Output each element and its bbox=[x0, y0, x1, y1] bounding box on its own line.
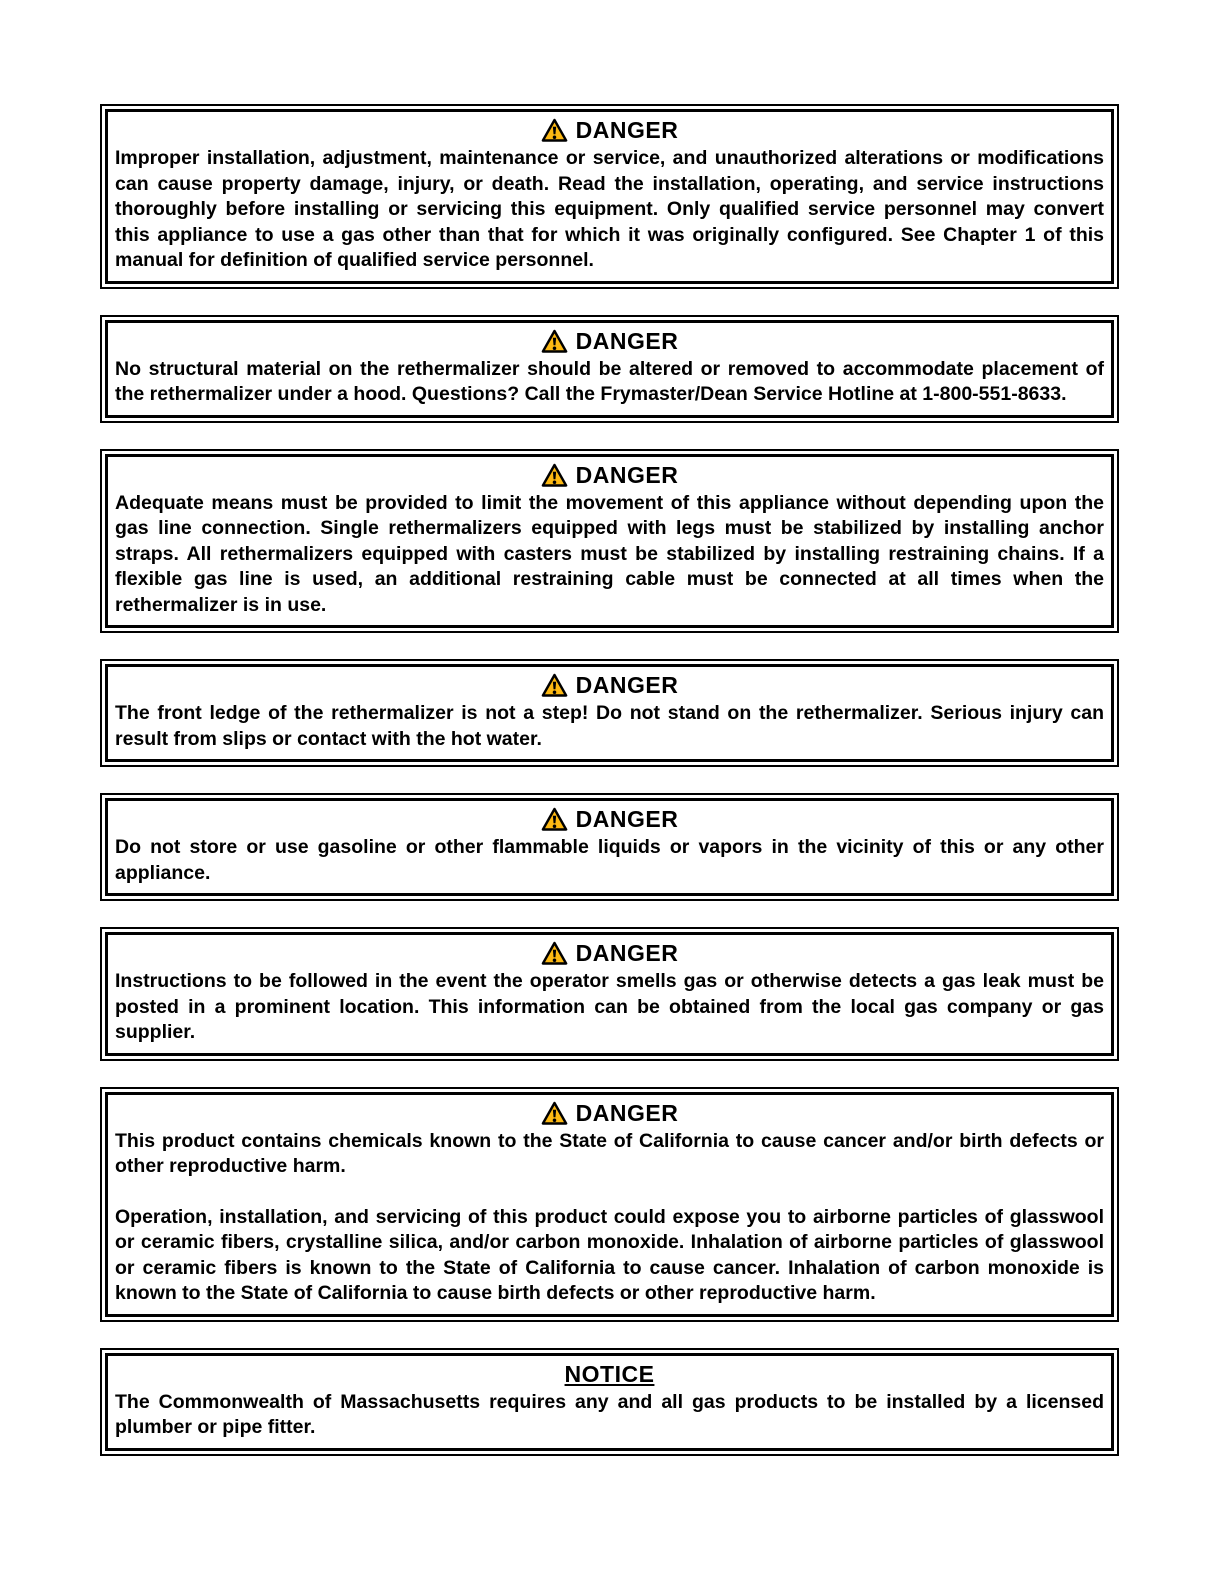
warning-paragraph: Improper installation, adjustment, maintenance or service, and unauthorized alterations or modifications can cause property damage, injury, or death. Read the installation, operating, and service instructions thoroughly before installing or servicing this equipment. Only qualified service personnel may convert this appliance to use a gas other than that for which it was originally configured. See Chapter 1 of this manual for definition of qualified service personnel. bbox=[115, 147, 1104, 271]
warning-box-inner bbox=[105, 932, 1114, 1056]
warning-box-inner bbox=[105, 454, 1114, 629]
warning-box-inner bbox=[105, 320, 1114, 418]
warning-box-inner bbox=[105, 1092, 1114, 1317]
warning-paragraph: Operation, installation, and servicing of this product could expose you to airborne particles of glasswool or ceramic fibers, crystalline silica, and/or carbon monoxide. Inhalation of airborne particles of glasswool or ceramic fibers is known to the State of California to cause cancer. Inhalation of carbon monoxide is known to the State of California to cause birth defects or other reproductive harm. bbox=[115, 1205, 1104, 1304]
danger-label: DANGER bbox=[575, 117, 679, 143]
notice-label: NOTICE bbox=[564, 1360, 655, 1387]
warning-triangle-icon bbox=[541, 463, 568, 488]
danger-box bbox=[100, 927, 1119, 1061]
danger-box bbox=[100, 793, 1119, 901]
warning-box-body bbox=[114, 969, 1105, 1046]
danger-label: DANGER bbox=[575, 327, 679, 354]
warning-box-body bbox=[114, 146, 1105, 274]
warning-triangle-icon bbox=[541, 941, 568, 966]
danger-label: DANGER bbox=[575, 1099, 679, 1126]
warning-box-inner bbox=[105, 664, 1114, 762]
warning-box-inner bbox=[105, 1353, 1114, 1451]
danger-label: DANGER bbox=[575, 461, 679, 488]
danger-box bbox=[100, 659, 1119, 767]
warning-box-body bbox=[114, 701, 1105, 752]
warning-box-list bbox=[100, 104, 1119, 1482]
warning-triangle-icon bbox=[541, 329, 568, 354]
warning-box-body bbox=[114, 357, 1105, 408]
warning-header bbox=[114, 459, 1105, 491]
warning-header bbox=[114, 1358, 1105, 1390]
warning-box-body bbox=[114, 1129, 1105, 1307]
warning-paragraph: Do not store or use gasoline or other flammable liquids or vapors in the vicinity of this or any other appliance. bbox=[115, 836, 1104, 884]
notice-box bbox=[100, 1348, 1119, 1456]
danger-label: DANGER bbox=[575, 672, 679, 698]
warning-paragraph: Adequate means must be provided to limit the movement of this appliance without depending upon the gas line connection. Single rethermalizers equipped with legs must be stabilized by installing anchor straps. All rethermalizers equipped with casters must be stabilized by installing restraining chains. If a flexible gas line is used, an additional restraining cable must be connected at all times when the rethermalizer is in use. bbox=[115, 491, 1104, 616]
danger-label: DANGER bbox=[575, 940, 679, 966]
warning-box-body bbox=[114, 835, 1105, 886]
warning-header bbox=[114, 803, 1105, 835]
warning-header bbox=[114, 669, 1105, 701]
warning-triangle-icon bbox=[541, 118, 568, 143]
danger-box bbox=[100, 1087, 1119, 1322]
warning-triangle-icon bbox=[541, 807, 568, 832]
warning-header bbox=[114, 114, 1105, 146]
warning-box-body bbox=[114, 1390, 1105, 1441]
warning-paragraph: Instructions to be followed in the event the operator smells gas or otherwise detects a gas leak must be posted in a prominent location. This information can be obtained from the local gas company or gas supplier. bbox=[115, 970, 1104, 1043]
warning-paragraph: The Commonwealth of Massachusetts requires any and all gas products to be installed by a licensed plumber or pipe fitter. bbox=[115, 1390, 1104, 1438]
warning-header bbox=[114, 937, 1105, 969]
warning-paragraph: The front ledge of the rethermalizer is not a step! Do not stand on the rethermalizer. Serious injury can result from slips or contact with the hot water. bbox=[115, 702, 1104, 750]
warning-box-inner bbox=[105, 109, 1114, 284]
warning-paragraph: No structural material on the rethermalizer should be altered or removed to accommodate placement of the rethermalizer under a hood. Questions? Call the Frymaster/Dean Service Hotline at 1-800-551-8633. bbox=[115, 357, 1104, 405]
warning-header bbox=[114, 1097, 1105, 1129]
danger-label: DANGER bbox=[575, 806, 679, 832]
warning-triangle-icon bbox=[541, 673, 568, 698]
warning-triangle-icon bbox=[541, 1101, 568, 1126]
danger-box bbox=[100, 104, 1119, 289]
danger-box bbox=[100, 315, 1119, 423]
warning-header bbox=[114, 325, 1105, 357]
warning-box-inner bbox=[105, 798, 1114, 896]
warning-paragraph: This product contains chemicals known to the State of California to cause cancer and/or birth defects or other reproductive harm. bbox=[115, 1129, 1104, 1177]
danger-box bbox=[100, 449, 1119, 634]
warning-box-body bbox=[114, 491, 1105, 619]
